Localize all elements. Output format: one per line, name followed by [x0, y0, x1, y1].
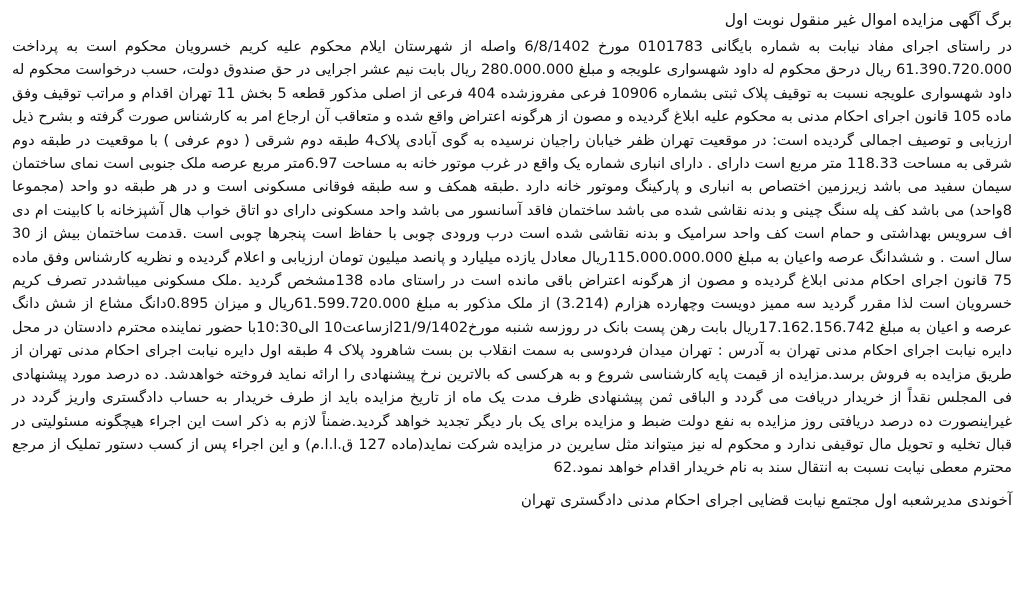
notice-signature: آخوندی مدیرشعبه اول مجتمع نیابت قضایی اجرای احکام مدنی دادگستری تهران — [520, 490, 1012, 509]
notice-title: برگ آگهی مزایده اموال غیر منقول نوبت اول — [724, 11, 1012, 29]
notice-body: در راستای اجرای مفاد نیابت به شماره بایگانی 0101783 مورخ 6/8/1402 واصله از شهرستان ایلام محکوم علیه کریم خسرویان محکوم است به پرداخت 61.390.720.000 ریال درحق محکوم له داود شهسواری علویجه و مبلغ 280.000.000 ریال بابت نیم عشر اجرایی در حق صندوق دولت، حسب درخواست محکوم له داود شهسواری علویجه نسبت به توقیف پلاک ثبتی بشماره 10906 فرعی مفروزشده 404 فرعی از اصلی مذکور قطعه 5 بخش 11 تهران اقدام و مراتب توقیف وفق ماده 105 قانون اجرای احکام مدنی به محکوم علیه ابلاغ گردیده و مصون از هرگونه اعتراض واقع شده و متعاقب آن ارجاع امر به کارشناس صورت گرفته و بشرح ذیل ارزیابی و توصیف اجمالی گردیده است: در موقعیت تهران ظفر خیابان راجیان نرسیده به گوی آبادی پلاک4 طبقه دوم شرقی ( دوم عرفی ) با موقعیت در طبقه دوم شرقی به مساحت 118.33 متر مربع است دارای . دارای انباری شماره یک واقع در غرب موتور خانه به مساحت 6.97متر مربع عرصه ملک جنوبی است نمای ساختمان سیمان سفید می باشد زیرزمین اختصاص به انباری و پارکینگ وموتور خانه دارد .طبقه همکف و سه طبقه فوقانی مسکونی است و در هر طبقه دو واحد (مجموعا 8واحد) می باشد کف پله سنگ چینی و بدنه نقاشی شده می باشد ساختمان فاقد آسانسور می باشد واحد مسکونی دارای دو اتاق خواب هال آشپزخانه با کابینت ام دی اف سرویس بهداشتی و حمام است کف واحد سرامیک و بدنه نقاشی شده است درب ورودی چوبی با حفاظ است پنجرها چوبی است .قدمت ساختمان بیش از 30 سال است . و ششدانگ عرصه واعیان به مبلغ 115.000.000.000ریال معادل یازده میلیارد و پانصد میلیون تومان ارزیابی و اعلام گردیده و نظریه کارشناس وفق ماده 75 قانون اجرای احکام مدنی ابلاغ گردیده و مصون از هرگونه اعتراض باقی مانده است در راستای ماده 138مشخص گردید .ملک مسکونی میباشددر تصرف کریم خسرویان است لذا مقرر گردید سه ممیز دویست وچهارده هزارم (3.214) از ملک مذکور به مبلغ 61.599.720.000ریال و میزان 0.895دانگ مشاع از شش دانگ عرصه و اعیان به مبلغ 17.162.156.742ریال بابت رهن پست بانک در روزسه شنبه مورخ21/9/1402ازساعت10 الی10:30با حضور نماینده محترم دادستان در محل دایره نیابت اجرای احکام مدنی تهران به آدرس : تهران میدان فردوسی به سمت انقلاب بن بست شاهرود پلاک 4 طبقه اول دایره نیابت اجرای احکام مدنی تهران از طریق مزایده به فروش برسد.مزایده از قیمت پایه کارشناسی شروع و به هرکسی که بالاترین نرخ پیشنهادی را ارائه نماید فروخته خواهدشد. ده درصد مورد پیشنهادی فی المجلس نقداً از خریدار دریافت می گردد و الباقی ثمن پیشنهادی ظرف مدت یک ماه از تاریخ مزایده باید از طرف خریدار به حساب دادگستری واریز گردد در غیراینصورت ده درصد دریافتی روز مزایده به نفع دولت ضبط و مزایده برای یک بار دیگر تجدید خواهد گردید.ضمناً لازم به ذکر است این اجراء هیچگونه مسئولیتی در قبال تخلیه و تحویل مال توقیفی ندارد و محکوم له نیز میتواند مثل سایرین در مزایده شرکت نماید(ماده 127 ق.ا.ا.م) و این اجراء پس از کسب دستور تملیک از مرجع محترم معطی نیابت نسبت به انتقال سند به نام خریدار اقدام خواهد نمود.62 — [12, 38, 1013, 477]
